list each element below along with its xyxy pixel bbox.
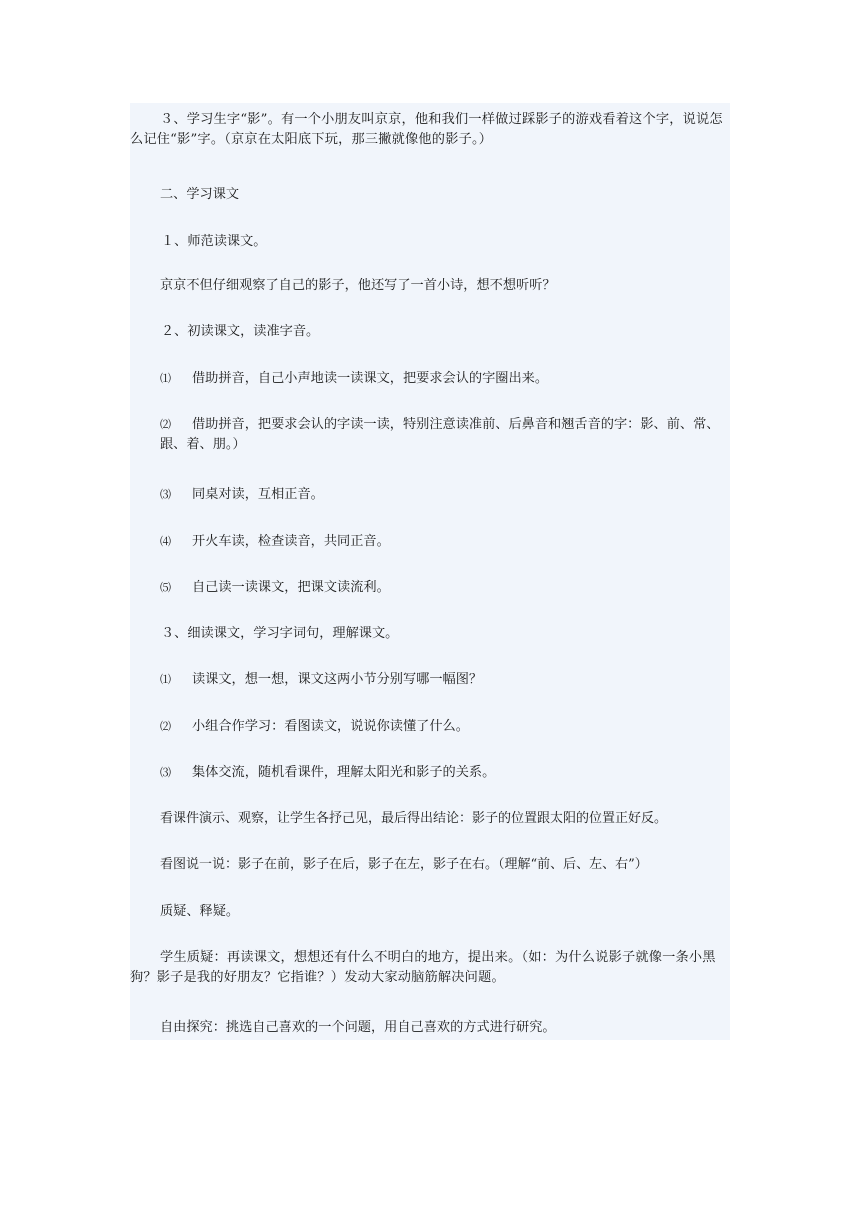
- list-marker: ⑸: [160, 581, 171, 594]
- list-item: [130, 717, 730, 737]
- list-item-text: 同桌对读，互相正音。: [192, 487, 324, 502]
- step-teacher-reading: １、师范读课文。: [161, 234, 267, 249]
- step-first-reading: ２、初读课文，读准字音。: [161, 324, 320, 339]
- list-item-text: 小组合作学习：看图读文，说说你读懂了什么。: [192, 719, 469, 734]
- paragraph-free-exploration: 自由探究：挑选自己喜欢的一个问题，用自己喜欢的方式进行研究。: [160, 1020, 556, 1035]
- list-item-text: 集体交流，随机看课件，理解太阳光和影子的关系。: [192, 765, 496, 780]
- list-item-text: 读课文，想一想，课文这两小节分别写哪一幅图？: [192, 672, 483, 687]
- paragraph-learn-character: ３、学习生字“影”。有一个小朋友叫京京，他和我们一样做过踩影子的游戏看着这个字，说说怎么记住“影”字。（京京在太阳底下玩，那三撇就像他的影子。）: [130, 112, 723, 147]
- section-heading-learn-text: 二、学习课文: [160, 187, 240, 202]
- list-item: [130, 485, 730, 505]
- list-item: [130, 532, 730, 552]
- list-marker: ⑴: [160, 673, 171, 686]
- list-item-text: 借助拼音，自己小声地读一读课文，把要求会认的字圈出来。: [192, 371, 549, 386]
- list-marker: ⑷: [160, 535, 171, 548]
- list-marker: ⑴: [160, 372, 171, 385]
- step-detailed-reading: ３、细读课文，学习字词句，理解课文。: [161, 626, 399, 641]
- paragraph-observation: 看课件演示、观察，让学生各抒己见，最后得出结论：影子的位置跟太阳的位置正好反。: [160, 811, 668, 826]
- paragraph-look-and-say: 看图说一说：影子在前，影子在后，影子在左，影子在右。（理解“前、后、左、右”）: [160, 857, 648, 872]
- list-item-text: 自己读一读课文，把课文读流利。: [192, 580, 390, 595]
- list-marker: ⑶: [160, 488, 171, 501]
- list-item-text: 借助拼音，把要求会认的字读一读，特别注意读准前、后鼻音和翘舌音的字：影、前、常、跟、着、朋。）: [160, 417, 720, 452]
- list-marker: ⑶: [160, 766, 171, 779]
- document-body: [130, 103, 730, 1040]
- paragraph-question-and-answer: 质疑、释疑。: [160, 904, 240, 919]
- paragraph-jingjing-poem: 京京不但仔细观察了自己的影子，他还写了一首小诗，想不想听听？: [160, 278, 556, 293]
- list-item: [130, 415, 730, 455]
- list-item: [130, 578, 730, 598]
- paragraph-student-questions: 学生质疑：再读课文，想想还有什么不明白的地方，提出来。（如：为什么说影子就像一条小黑狗？影子是我的好朋友？它指谁？）发动大家动脑筋解决问题。: [130, 950, 716, 985]
- list-item: [130, 763, 730, 783]
- list-item-text: 开火车读，检查读音，共同正音。: [192, 534, 390, 549]
- list-marker: ⑵: [160, 720, 171, 733]
- list-item: [130, 670, 730, 690]
- list-item: [130, 369, 730, 389]
- list-marker: ⑵: [160, 418, 171, 431]
